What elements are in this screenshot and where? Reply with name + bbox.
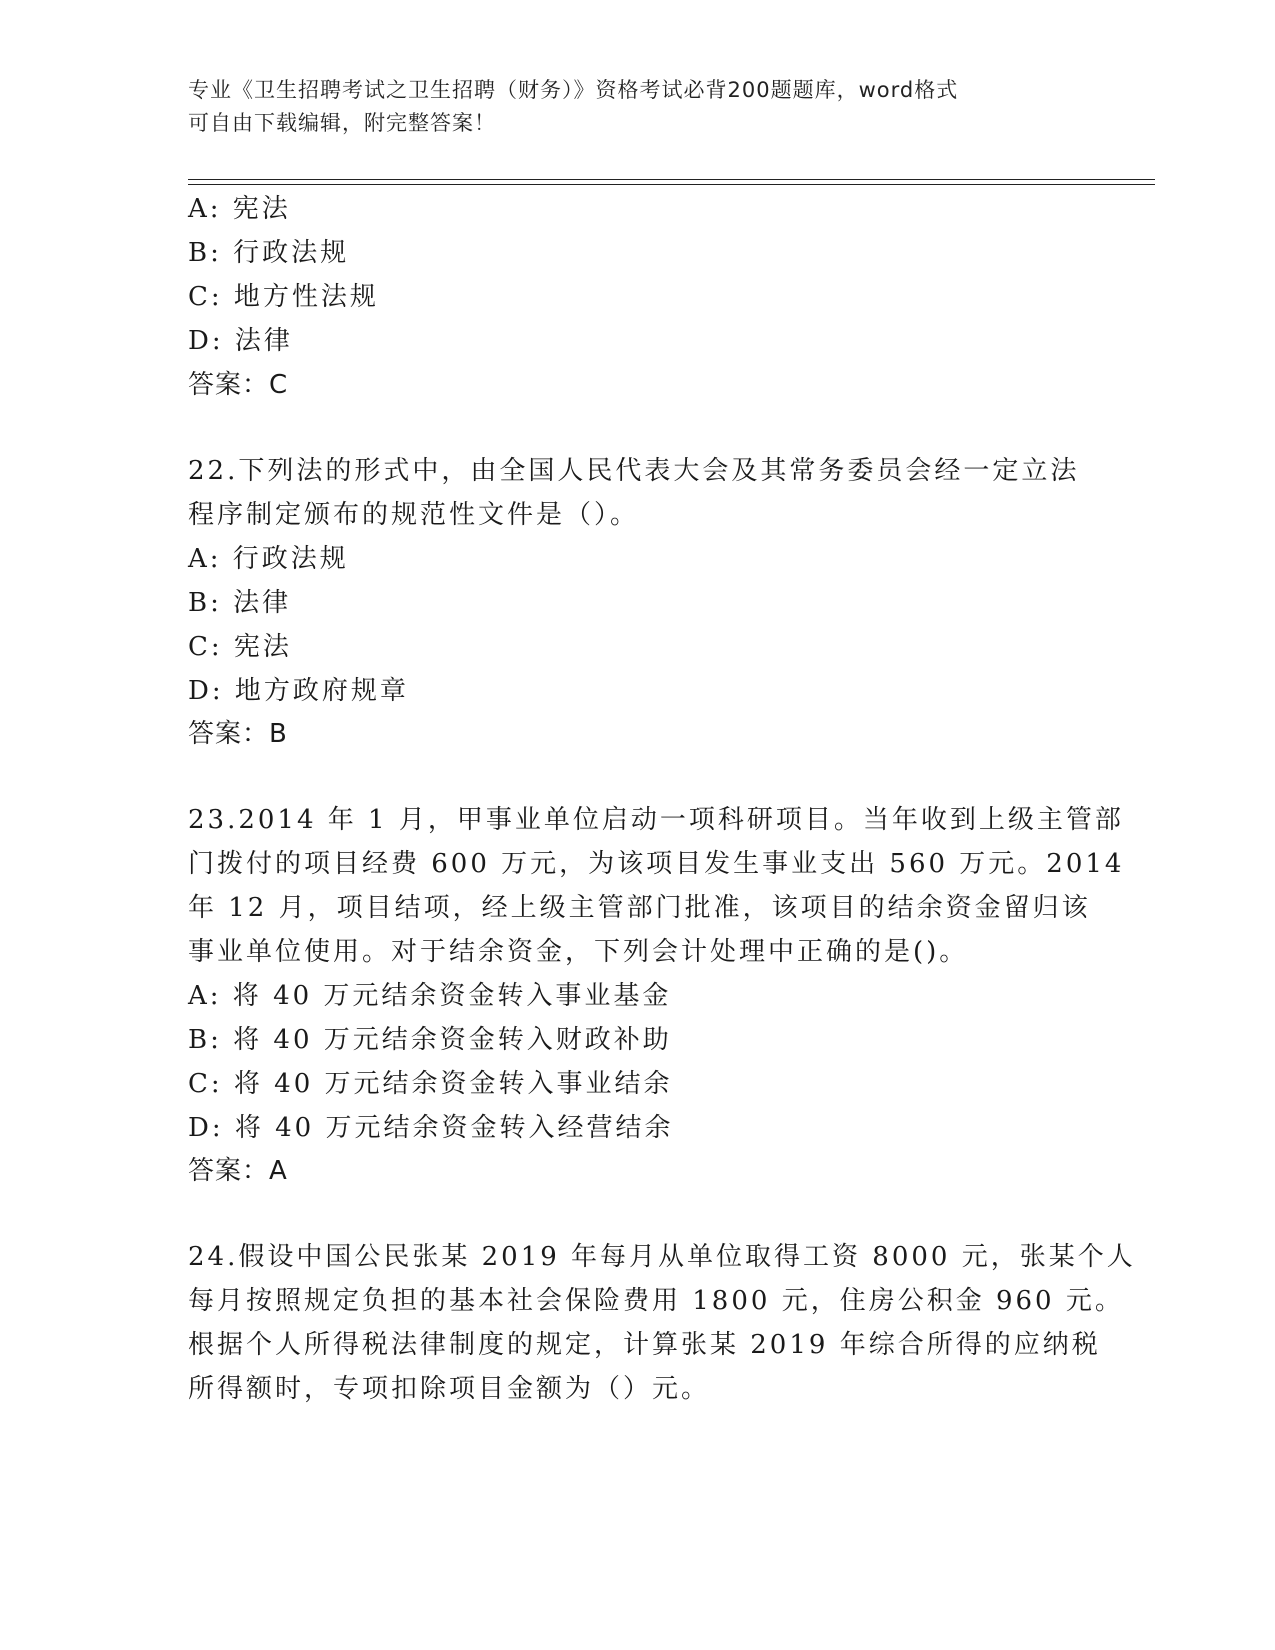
- q22-option-d: D: 地方政府规章: [188, 676, 409, 706]
- q22-stem-line-1: 22.下列法的形式中，由全国人民代表大会及其常务委员会经一定立法: [188, 456, 1080, 486]
- q24-stem-line-3: 根据个人所得税法律制度的规定，计算张某 2019 年综合所得的应纳税: [188, 1330, 1101, 1360]
- q22-stem-line-2: 程序制定颁布的规范性文件是（）。: [188, 500, 640, 530]
- q24-stem-line-4: 所得额时，专项扣除项目金额为（）元。: [188, 1374, 711, 1404]
- header-divider-top: [188, 179, 1155, 180]
- q21-option-d: D: 法律: [188, 326, 293, 356]
- q23-option-b: B: 将 40 万元结余资金转入财政补助: [188, 1025, 672, 1055]
- q23-stem-line-1: 23.2014 年 1 月，甲事业单位启动一项科研项目。当年收到上级主管部: [188, 805, 1124, 835]
- q23-option-c: C: 将 40 万元结余资金转入事业结余: [188, 1069, 673, 1099]
- document-header: [188, 74, 1068, 140]
- q22-answer: 答案：B: [188, 719, 288, 749]
- q22-option-c: C: 宪法: [188, 632, 292, 662]
- q21-option-b: B: 行政法规: [188, 238, 350, 268]
- q22-option-a: A: 行政法规: [188, 544, 349, 574]
- q21-option-a: A: 宪法: [188, 194, 291, 224]
- q23-stem-line-4: 事业单位使用。对于结余资金，下列会计处理中正确的是()。: [188, 937, 969, 967]
- q22-option-b: B: 法律: [188, 588, 292, 618]
- q23-stem-line-2: 门拨付的项目经费 600 万元，为该项目发生事业支出 560 万元。2014: [188, 849, 1125, 879]
- q23-option-d: D: 将 40 万元结余资金转入经营结余: [188, 1113, 674, 1143]
- header-line-2: 可自由下载编辑，附完整答案！: [188, 111, 496, 135]
- q23-option-a: A: 将 40 万元结余资金转入事业基金: [188, 981, 672, 1011]
- q21-option-c: C: 地方性法规: [188, 282, 379, 312]
- header-line-1: 专业《卫生招聘考试之卫生招聘（财务）》资格考试必背200题题库，word格式: [188, 78, 959, 102]
- q24-stem-line-2: 每月按照规定负担的基本社会保险费用 1800 元，住房公积金 960 元。: [188, 1286, 1124, 1316]
- q21-answer: 答案：C: [188, 370, 289, 400]
- q23-answer: 答案：A: [188, 1156, 288, 1186]
- q24-stem-line-1: 24.假设中国公民张某 2019 年每月从单位取得工资 8000 元，张某个人: [188, 1242, 1136, 1272]
- q23-stem-line-3: 年 12 月，项目结项，经上级主管部门批准，该项目的结余资金留归该: [188, 893, 1091, 923]
- header-divider-bottom: [188, 184, 1155, 185]
